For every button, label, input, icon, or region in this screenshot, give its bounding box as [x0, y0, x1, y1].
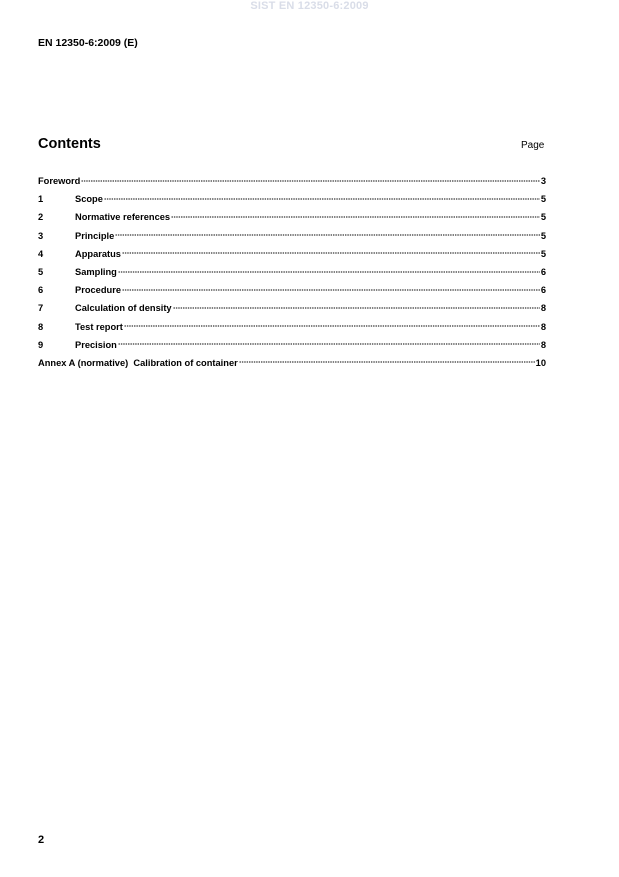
toc-dot-leader: [173, 300, 540, 309]
toc-dot-leader: [81, 173, 539, 182]
toc-dot-leader: [122, 246, 540, 255]
toc-entry-annex-a[interactable]: [38, 357, 546, 375]
toc-entry-title: Normative references: [75, 212, 171, 223]
toc-entry-title: Calculation of density: [75, 303, 172, 314]
toc-entry-number: 9: [38, 339, 44, 350]
toc-entry-page: 6: [540, 285, 546, 296]
toc-entry-title: Precision: [75, 339, 117, 350]
toc-entry-page: 5: [540, 248, 546, 259]
toc-entry-title: Scope: [75, 194, 103, 205]
toc-entry-title: Apparatus: [75, 248, 121, 259]
toc-entry-page: 8: [540, 303, 546, 314]
toc-dot-leader: [124, 319, 540, 328]
toc-entry-page: 10: [535, 357, 546, 368]
toc-entry-page: 5: [540, 212, 546, 223]
toc-dot-leader: [115, 228, 540, 237]
contents-heading: Contents: [38, 136, 101, 152]
toc-dot-leader: [239, 355, 535, 364]
toc-dot-leader: [122, 282, 540, 291]
toc-entry-number: 2: [38, 212, 44, 223]
toc-entry-title: Procedure: [75, 285, 121, 296]
page-column-label: Page: [521, 140, 545, 151]
toc-entry-number: 3: [38, 230, 44, 241]
table-of-contents: [38, 175, 546, 375]
toc-entry-number: 7: [38, 303, 44, 314]
toc-entry-title: Principle: [75, 230, 115, 241]
document-id: EN 12350-6:2009 (E): [38, 37, 138, 49]
toc-dot-leader: [171, 209, 540, 218]
toc-entry-title: Sampling: [75, 266, 117, 277]
toc-entry-page: 5: [540, 230, 546, 241]
toc-dot-leader: [104, 191, 540, 200]
toc-dot-leader: [118, 337, 540, 346]
toc-entry-title: Annex A (normative) Calibration of container: [38, 357, 238, 368]
toc-entry-page: 3: [540, 176, 546, 186]
page-number: 2: [38, 834, 45, 846]
toc-entry-number: 5: [38, 266, 44, 277]
toc-entry-page: 6: [540, 266, 546, 277]
watermark-text: SIST EN 12350-6:2009: [250, 0, 369, 12]
toc-entry-number: 6: [38, 285, 44, 296]
toc-entry-number: 1: [38, 194, 44, 205]
toc-entry-number: 4: [38, 248, 44, 259]
toc-entry-page: 8: [540, 339, 546, 350]
toc-entry-number: 8: [38, 321, 44, 332]
toc-entry-page: 8: [540, 321, 546, 332]
toc-dot-leader: [118, 264, 540, 273]
toc-entry-page: 5: [540, 194, 546, 205]
toc-entry-title: Foreword: [38, 176, 81, 186]
toc-entry-title: Test report: [75, 321, 123, 332]
